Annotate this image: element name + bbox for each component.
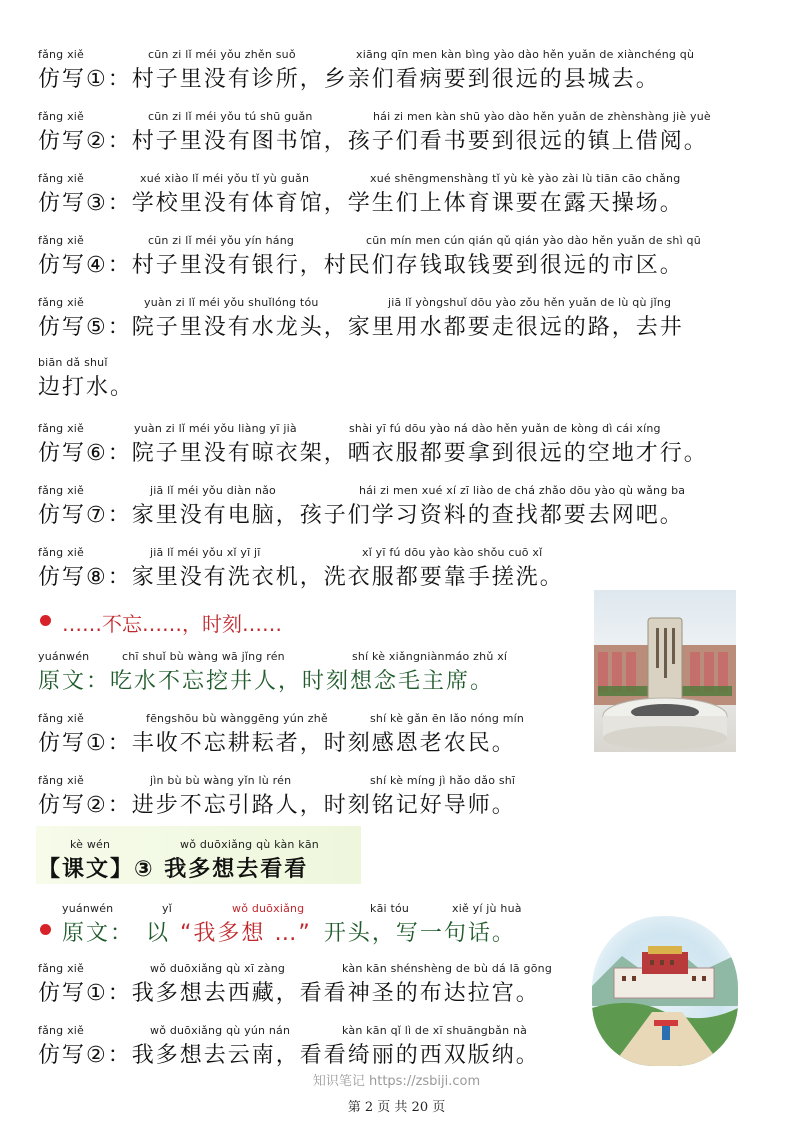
lesson-title — [0, 838, 793, 884]
lesson-title-text: 【课文】③ 我多想去看看 — [38, 857, 309, 882]
section3-original-text: 原文： 以 “我多想 …” 开头，写一句话。 — [62, 921, 516, 946]
imitation-text: 仿写⑥：院子里没有晾衣架，晒衣服都要拿到很远的空地才行。 — [38, 441, 708, 466]
section-bullet — [40, 615, 51, 626]
imitation-line-s2-1 — [0, 712, 793, 758]
pinyin-row: fǎng xiě wǒ duōxiǎng qù yún nán kàn kān qǐ lì de xī shuāngbǎn nà — [38, 1024, 528, 1037]
imitation-text: 仿写②：进步不忘引路人，时刻铭记好导师。 — [38, 793, 516, 818]
section-heading: ……不忘……，时刻…… — [62, 612, 282, 636]
imitation-text: 仿写②：村子里没有图书馆，孩子们看书要到很远的镇上借阅。 — [38, 129, 708, 154]
imitation-text: 边打水。 — [38, 375, 135, 400]
imitation-text: 仿写①：丰收不忘耕耘者，时刻感恩老农民。 — [38, 731, 516, 756]
imitation-line-8 — [0, 546, 793, 592]
pinyin-row: fǎng xiě cūn zi lǐ méi yǒu zhěn suǒ xiāng qīn men kàn bìng yào dào hěn yuǎn de xiànchéng qù — [38, 48, 695, 61]
pinyin-row: fǎng xiě cūn zi lǐ méi yǒu yín háng cūn mín men cún qián qǔ qián yào dào hěn yuǎn de shì qū — [38, 234, 701, 247]
imitation-line-1 — [0, 48, 793, 94]
pinyin-row: fǎng xiě jiā lǐ méi yǒu xǐ yī jī xǐ yī fú dōu yào kào shǒu cuō xǐ — [38, 546, 543, 559]
page-footer: 第 2 页 共 20 页 — [347, 1100, 446, 1115]
imitation-line-s3-2 — [0, 1024, 793, 1070]
imitation-line-6 — [0, 422, 793, 468]
imitation-line-5 — [0, 296, 793, 342]
imitation-text: 仿写④：村子里没有银行，村民们存钱取钱要到很远的市区。 — [38, 253, 684, 278]
pinyin-row: fǎng xiě jìn bù bù wàng yǐn lù rén shí kè míng jì hǎo dǎo shī — [38, 774, 516, 787]
imitation-line-3 — [0, 172, 793, 218]
pinyin-row: fǎng xiě jiā lǐ méi yǒu diàn nǎo hái zi men xué xí zī liào de chá zhǎo dōu yào qù wǎng ba — [38, 484, 686, 497]
pinyin-row: yuánwén chī shuǐ bù wàng wā jǐng rén shí kè xiǎngniànmáo zhǔ xí — [38, 650, 508, 663]
pinyin-row: yuánwén yǐ wǒ duōxiǎng kāi tóu xiě yí jù huà — [62, 902, 522, 915]
pinyin-row: fǎng xiě fēngshōu bù wànggēng yún zhě shí kè gǎn ēn lǎo nóng mín — [38, 712, 525, 725]
original-line — [0, 650, 793, 696]
imitation-text: 仿写①：我多想去西藏，看看神圣的布达拉宫。 — [38, 981, 540, 1006]
watermark: 知识笔记 https://zsbiji.com — [312, 1074, 481, 1089]
imitation-line-7 — [0, 484, 793, 530]
original-text: 原文：吃水不忘挖井人，时刻想念毛主席。 — [38, 669, 495, 694]
imitation-line-s2-2 — [0, 774, 793, 820]
imitation-line-2 — [0, 110, 793, 156]
imitation-text: 仿写②：我多想去云南，看看绮丽的西双版纳。 — [38, 1043, 540, 1068]
imitation-line-4 — [0, 234, 793, 280]
imitation-line-s3-1 — [0, 962, 793, 1008]
imitation-line-5-cont — [0, 356, 793, 402]
pinyin-row: fǎng xiě xué xiào lǐ méi yǒu tǐ yù guǎn xué shēngmenshàng tǐ yù kè yào zài lù tiān cāo chǎng — [38, 172, 681, 185]
imitation-text: 仿写①：村子里没有诊所，乡亲们看病要到很远的县城去。 — [38, 67, 660, 92]
pinyin-row: fǎng xiě yuàn zi lǐ méi yǒu liàng yī jià shài yī fú dōu yào ná dào hěn yuǎn de kòng dì cái xíng — [38, 422, 661, 435]
pinyin-row: biān dǎ shuǐ — [38, 356, 108, 369]
imitation-text: 仿写⑧：家里没有洗衣机，洗衣服都要靠手搓洗。 — [38, 565, 564, 590]
pinyin-row: fǎng xiě wǒ duōxiǎng qù xī zàng kàn kān shénshèng de bù dá lā gōng — [38, 962, 553, 975]
pinyin-row: kè wén wǒ duōxiǎng qù kàn kān — [70, 838, 319, 851]
imitation-text: 仿写③：学校里没有体育馆，学生们上体育课要在露天操场。 — [38, 191, 684, 216]
imitation-text: 仿写⑤：院子里没有水龙头，家里用水都要走很远的路，去井 — [38, 315, 684, 340]
pinyin-row: fǎng xiě yuàn zi lǐ méi yǒu shuǐlóng tóu jiā lǐ yòngshuǐ dōu yào zǒu hěn yuǎn de lù qù jǐng — [38, 296, 672, 309]
pinyin-row: fǎng xiě cūn zi lǐ méi yǒu tú shū guǎn hái zi men kàn shū yào dào hěn yuǎn de zhènshàng jiè yuè — [38, 110, 711, 123]
imitation-text: 仿写⑦：家里没有电脑，孩子们学习资料的查找都要去网吧。 — [38, 503, 684, 528]
